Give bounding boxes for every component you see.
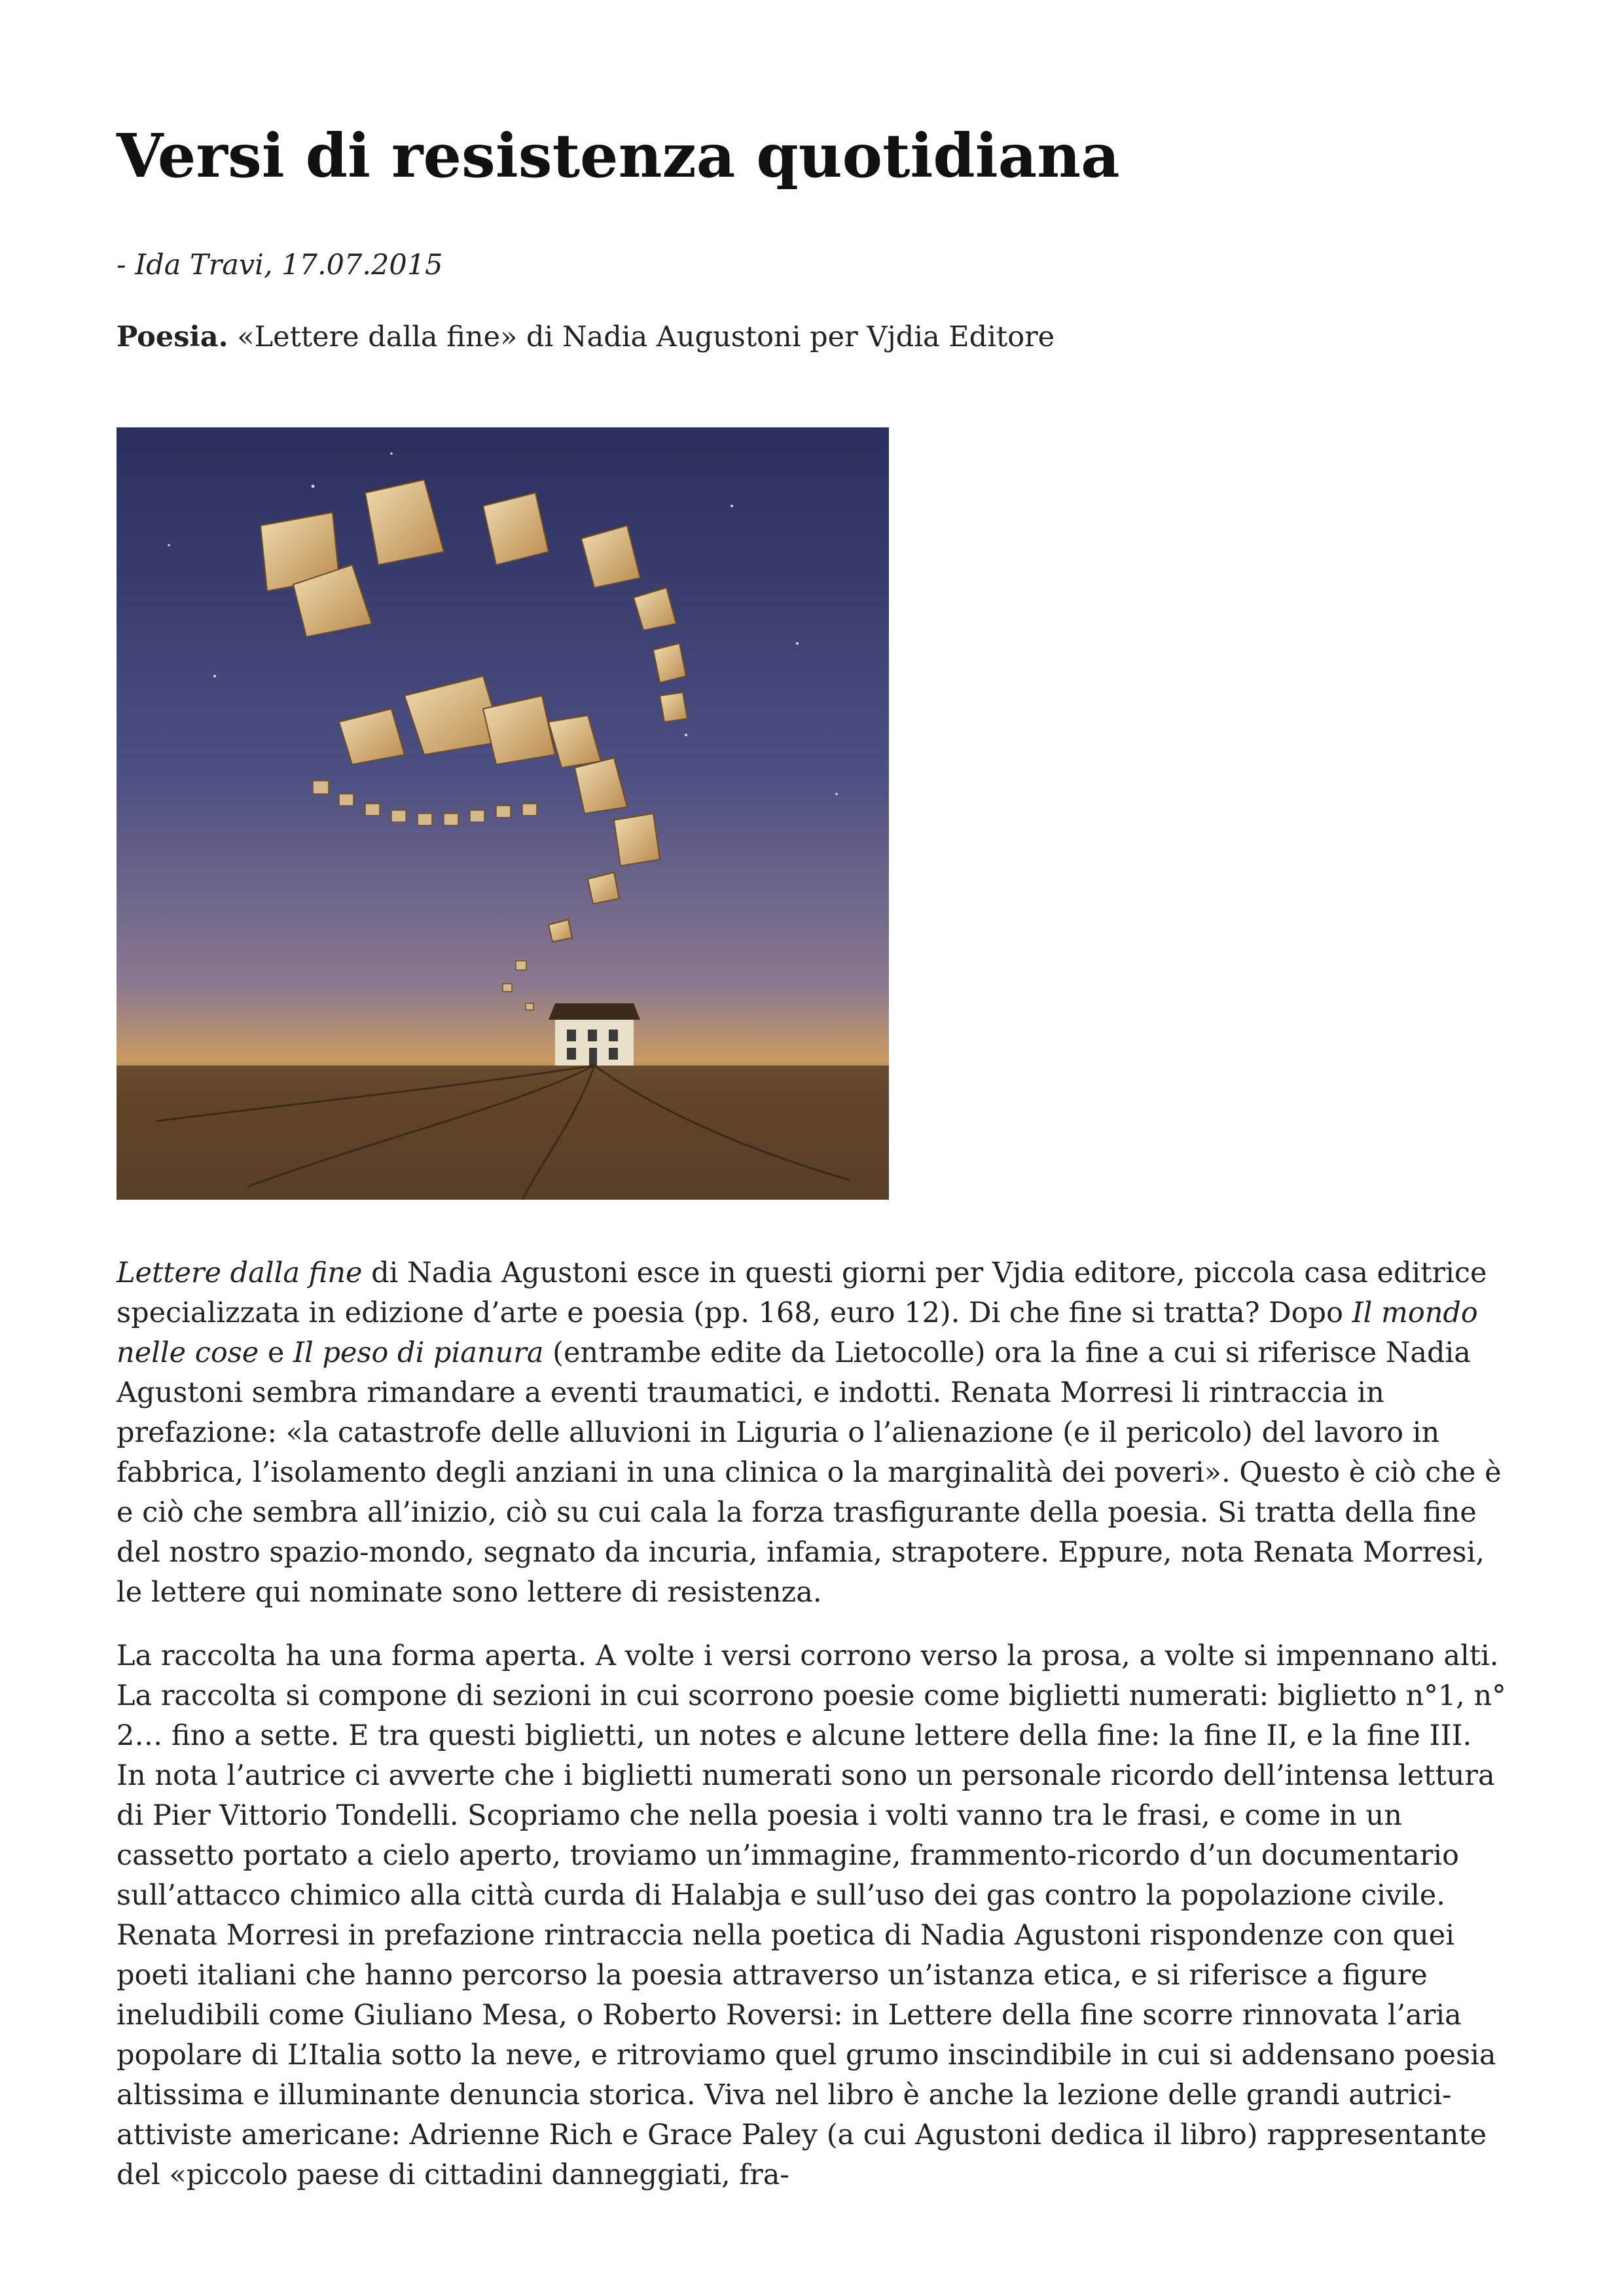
article-illustration: [117, 427, 889, 1200]
book-title: Lettere dalla fine: [117, 1257, 363, 1289]
book-title: Il mondo nelle cose: [117, 1297, 1478, 1369]
house: [549, 1003, 640, 1066]
article-title: Versi di resistenza quotidiana: [117, 120, 1120, 191]
text-run: di Nadia Agustoni esce in questi giorni per Vjdia editore, piccola casa editrice specializzata in edizione d’arte e poesia (pp. 168, euro 12). Di che fine si tratta? Dopo: [117, 1257, 1487, 1329]
paragraph-2: La raccolta ha una forma aperta. A volte i versi corrono verso la prosa, a volte si impennano alti. La raccolta si compone di sezioni in cui scorrono poesie come biglietti numerati: biglietto n°1, n° 2… fino a sette. E tra questi biglietti, un notes e alcune lettere della fine: la fine II, e la fine III. In nota l’autrice ci avverte che i biglietti numerati sono un personale ricordo dell’intensa lettura di Pier Vittorio Tondelli. Scopriamo che nella poesia i volti vanno tra le frasi, e come in un cassetto portato a cielo aperto, troviamo un’immagine, frammento-ricordo d’un documentario sull’attacco chimico alla città curda di Halabja e sull’uso dei gas contro la popolazione civile. Renata Morresi in prefazione rintraccia nella poetica di Nadia Agustoni rispondenze con quei poeti italiani che hanno percorso la poesia attraverso un’istanza etica, e si riferisce a figure ineludibili come Giuliano Mesa, o Roberto Roversi: in Lettere della fine scorre rinnovata l’aria popolare di L’Italia sotto la neve, e ritroviamo quel grumo inscindibile in cui si addensano poesia altissima e illuminante denuncia storica. Viva nel libro è anche la lezione delle grandi autrici-attiviste americane: Adrienne Rich e Grace Paley (a cui Agustoni dedica il libro) rappresentante del «piccolo paese di cittadini danneggiati, fra-: [117, 1640, 1506, 2191]
text-run: (entrambe edite da Lietocolle) ora la fine a cui si riferisce Nadia Agustoni sembra rimandare a eventi traumatici, e indotti. Renata Morresi li rintraccia in prefazione: «la catastrofe delle alluvioni in Liguria o l’alienazione (e il pericolo) del lavoro in fabbrica, l’isolamento degli anziani in una clinica o la marginalità dei poveri». Questo è ciò che è e ciò che sembra all’inizio, ciò su cui cala la forza trasfigurante della poesia. Si tratta della fine del nostro spazio-mondo, segnato da incuria, infamia, strapotere. Eppure, nota Renata Morresi, le lettere qui nominate sono lettere di resistenza.: [117, 1336, 1502, 1609]
text-run: e: [259, 1336, 294, 1369]
book-title: Il peso di pianura: [293, 1336, 544, 1369]
paragraph-1: [117, 1253, 1507, 1613]
article-byline: - Ida Travi, 17.07.2015: [117, 249, 443, 281]
section-label: Poesia.: [117, 321, 228, 353]
article-body: [117, 1253, 1507, 2195]
article-subtitle: [117, 321, 1055, 353]
subtitle-text: «Lettere dalla fine» di Nadia Augustoni per Vjdia Editore: [228, 321, 1055, 353]
